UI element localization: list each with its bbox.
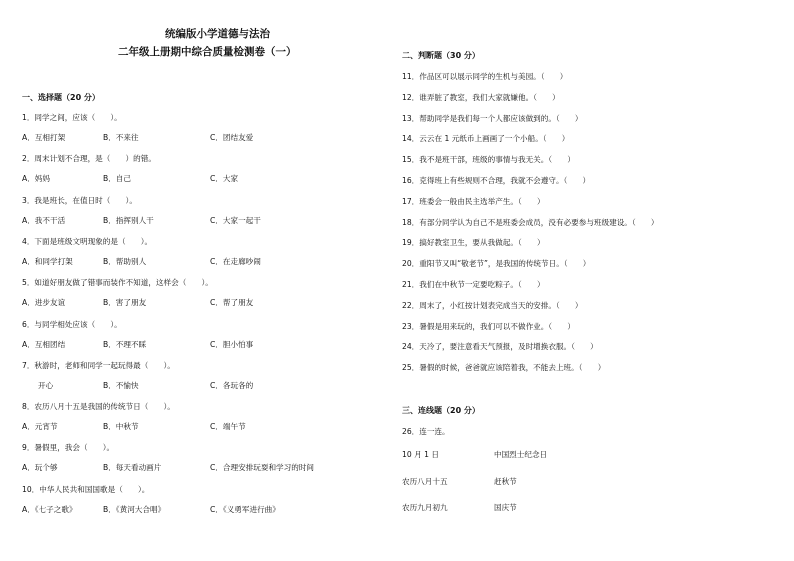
question-10-option-3: C．《义勇军进行曲》 bbox=[210, 504, 280, 514]
question-8-option-2: B．中秋节 bbox=[103, 422, 139, 432]
question-4: 4．下面是班级文明现象的是（ ）。 bbox=[22, 236, 153, 246]
question-3: 3．我是班长，在值日时（ ）。 bbox=[22, 195, 137, 205]
true-false-item-17: 17．班委会一般由民主选举产生。（ ） bbox=[402, 196, 545, 206]
question-9-option-1: A．玩个够 bbox=[22, 463, 58, 473]
question-10-option-2: B．《黄河大合唱》 bbox=[103, 504, 166, 514]
question-2: 2．周末计划不合理，是（ ）的错。 bbox=[22, 154, 156, 164]
true-false-item-18: 18．有部分同学认为自己不是班委会成员，没有必要参与班级建设。（ ） bbox=[402, 217, 659, 227]
question-1-option-1: A．互相打架 bbox=[22, 133, 66, 142]
matching-left-2: 农历八月十五 bbox=[402, 477, 448, 486]
question-4-option-2: B．帮助别人 bbox=[103, 256, 147, 266]
section-1-heading: 一、选择题（20 分） bbox=[22, 93, 100, 102]
true-false-item-12: 12．谁弄脏了教室，我们大家就嫌他。（ ） bbox=[402, 92, 560, 102]
question-3-option-3: C．大家一起干 bbox=[210, 215, 261, 225]
question-1: 1．同学之间，应该（ ）。 bbox=[22, 113, 122, 122]
question-7-option-3: C．各玩各的 bbox=[210, 380, 254, 390]
question-1-option-2: B．不来往 bbox=[103, 133, 139, 142]
true-false-item-20: 20．重阳节又叫“敬老节”，是我国的传统节日。（ ） bbox=[402, 259, 591, 269]
true-false-item-11: 11．作品区可以展示同学的生机与美园。（ ） bbox=[402, 72, 568, 81]
title-line-1: 统编版小学道德与法治 bbox=[165, 28, 270, 40]
question-5-option-1: A．进步友谊 bbox=[22, 298, 66, 308]
question-9-option-2: B．每天看动画片 bbox=[103, 463, 162, 473]
true-false-item-19: 19．搞好教室卫生，要从我做起。（ ） bbox=[402, 238, 545, 248]
section-3-heading: 三、连线题（20 分） bbox=[402, 406, 480, 415]
question-8-option-3: C．端午节 bbox=[210, 422, 246, 432]
matching-right-1: 中国烈士纪念日 bbox=[494, 450, 548, 459]
question-7-option-2: B．不愉快 bbox=[103, 380, 139, 390]
matching-right-3: 国庆节 bbox=[494, 503, 517, 512]
true-false-item-13: 13．帮助同学是我们每一个人都应该做到的。（ ） bbox=[402, 113, 583, 123]
question-2-option-3: C．大家 bbox=[210, 174, 239, 184]
question-3-option-1: A．我不干活 bbox=[22, 215, 66, 225]
matching-right-2: 赶秋节 bbox=[494, 477, 517, 486]
question-6: 6．与同学相处应该（ ）。 bbox=[22, 319, 122, 329]
true-false-item-16: 16．克得班上有些规则不合理，我就不会遵守。（ ） bbox=[402, 176, 591, 185]
true-false-item-14: 14．云云在 1 元纸币上画画了一个小船。（ ） bbox=[402, 134, 570, 144]
question-8: 8．农历八月十五是我国的传统节日（ ）。 bbox=[22, 402, 175, 412]
question-2-option-1: A．妈妈 bbox=[22, 174, 50, 184]
question-9: 9．暑假里，我会（ ）。 bbox=[22, 443, 115, 453]
matching-left-1: 10 月 1 日 bbox=[402, 450, 439, 459]
question-4-option-1: A．和同学打架 bbox=[22, 256, 73, 266]
question-2-option-2: B．自己 bbox=[103, 174, 131, 184]
question-5-option-3: C．帮了朋友 bbox=[210, 298, 254, 308]
title-line-2: 二年级上册期中综合质量检测卷（一） bbox=[118, 46, 297, 58]
true-false-item-24: 24．天冷了，要注意看天气预报，及时增换衣服。（ ） bbox=[402, 342, 598, 352]
question-9-option-3: C．合理安排玩耍和学习的时间 bbox=[210, 463, 315, 473]
question-1-option-3: C．团结友爱 bbox=[210, 133, 254, 142]
question-6-option-3: C．胆小怕事 bbox=[210, 339, 254, 349]
question-10: 10．中华人民共和国国歌是（ ）。 bbox=[22, 484, 150, 494]
question-6-option-2: B．不理不睬 bbox=[103, 339, 147, 349]
true-false-item-15: 15．我不是班干部，班级的事情与我无关。（ ） bbox=[402, 155, 575, 165]
question-6-option-1: A．互相团结 bbox=[22, 339, 66, 349]
question-5: 5．如道好朋友做了错事而装作不知道，这样会（ ）。 bbox=[22, 278, 213, 288]
question-10-option-1: A．《七子之歌》 bbox=[22, 504, 77, 514]
section-2-heading: 二、判断题（30 分） bbox=[402, 51, 480, 60]
matching-left-3: 农历九月初九 bbox=[402, 503, 448, 512]
matching-prompt: 26．连一连。 bbox=[402, 427, 450, 436]
true-false-item-22: 22．周末了，小红按计划表完成当天的安排。（ ） bbox=[402, 300, 583, 310]
question-4-option-3: C．在走廊吵闹 bbox=[210, 256, 261, 266]
question-3-option-2: B．指挥别人干 bbox=[103, 215, 154, 225]
question-7-option-1: 开心 bbox=[38, 380, 54, 390]
question-8-option-1: A．元宵节 bbox=[22, 422, 58, 432]
true-false-item-25: 25．暑假的时候，爸爸就应该陪着我，不能去上班。（ ） bbox=[402, 363, 606, 373]
question-7: 7．秋游时，老师和同学一起玩得最（ ）。 bbox=[22, 360, 175, 370]
true-false-item-23: 23．暑假是用来玩的，我们可以不做作业。（ ） bbox=[402, 321, 575, 331]
true-false-item-21: 21．我们在中秋节一定要吃粽子。（ ） bbox=[402, 280, 545, 289]
question-5-option-2: B．害了朋友 bbox=[103, 298, 147, 308]
